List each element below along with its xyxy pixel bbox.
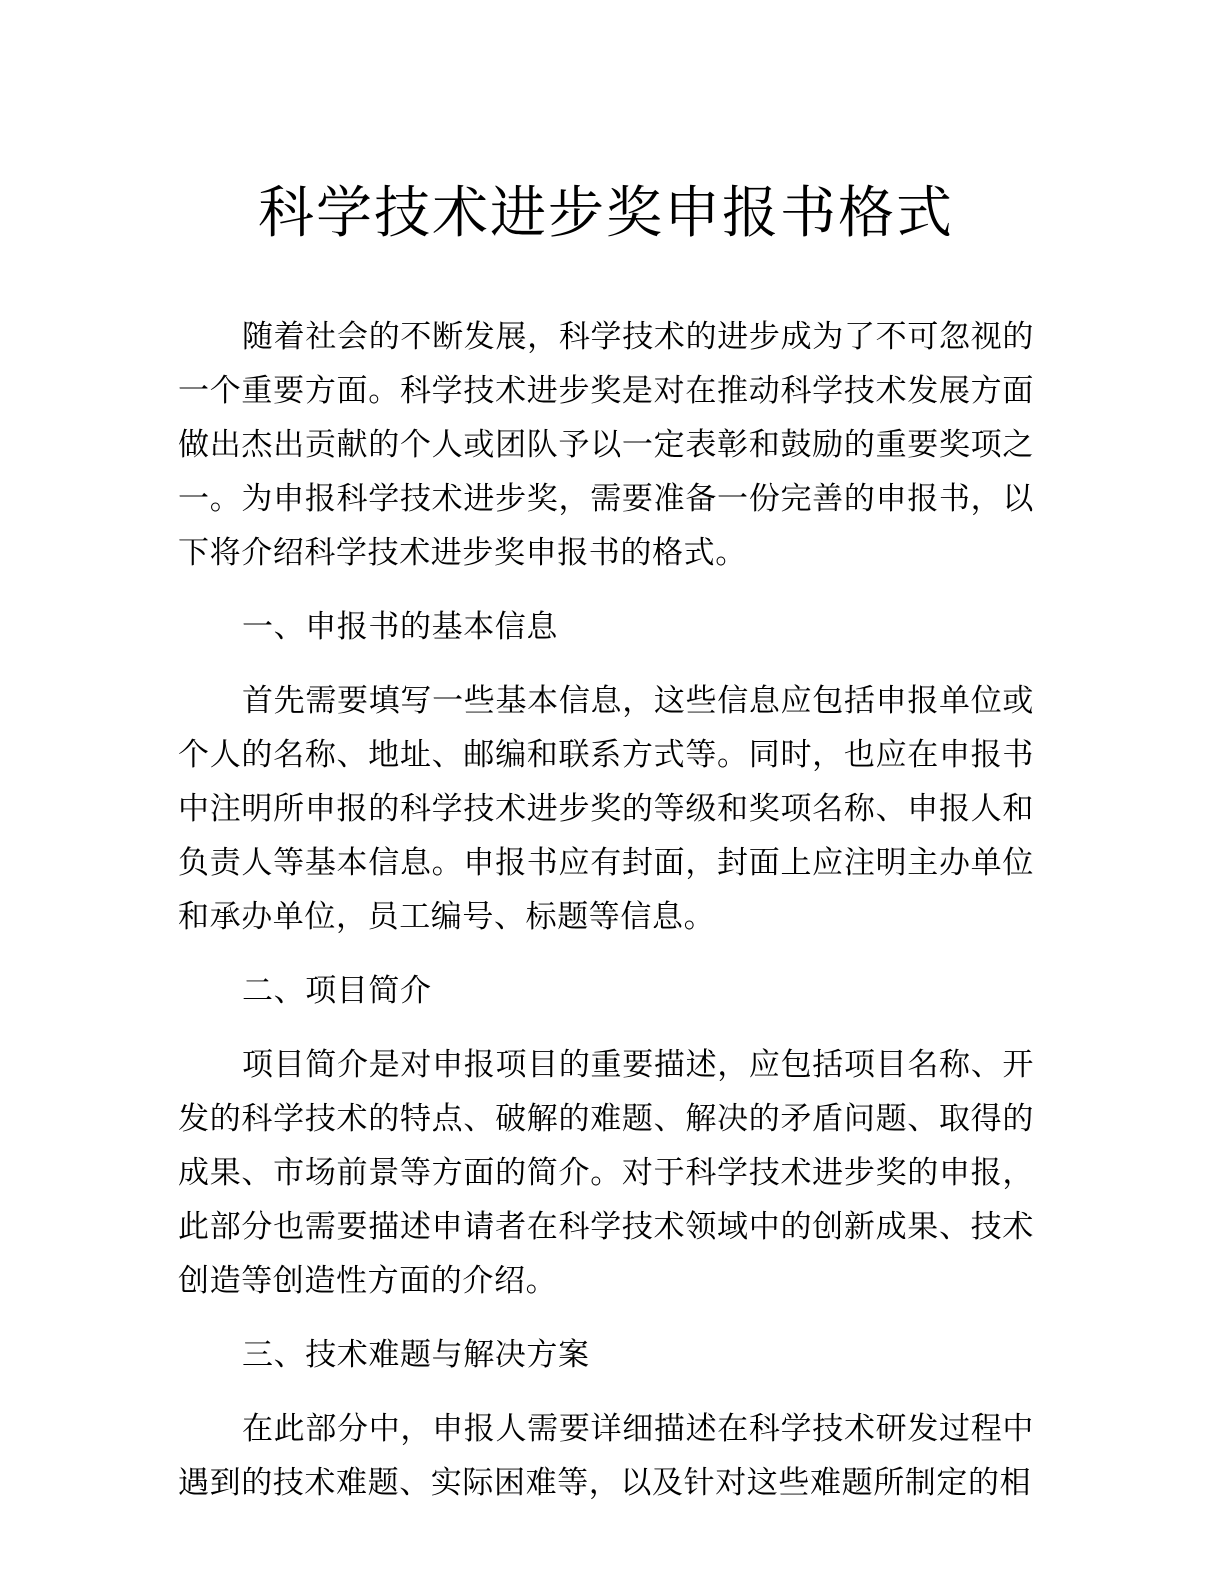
section-heading: 一、申报书的基本信息 xyxy=(242,609,558,645)
document-body xyxy=(178,310,1034,1510)
section-heading: 三、技术难题与解决方案 xyxy=(242,1337,590,1373)
section-paragraph: 首先需要填写一些基本信息，这些信息应包括申报单位或个人的名称、地址、邮编和联系方式等。同时，也应在申报书中注明所申报的科学技术进步奖的等级和奖项名称、申报人和负责人等基本信息。申报书应有封面，封面上应注明主办单位和承办单位，员工编号、标题等信息。 xyxy=(178,683,1034,935)
section-project-summary xyxy=(178,964,1034,1308)
document-page xyxy=(178,178,1034,1530)
section-technical-problems xyxy=(178,1328,1034,1510)
intro-paragraph: 随着社会的不断发展，科学技术的进步成为了不可忽视的一个重要方面。科学技术进步奖是对在推动科学技术发展方面做出杰出贡献的个人或团队予以一定表彰和鼓励的重要奖项之一。为申报科学技术进步奖，需要准备一份完善的申报书，以下将介绍科学技术进步奖申报书的格式。 xyxy=(178,319,1034,571)
section-paragraph: 项目简介是对申报项目的重要描述，应包括项目名称、开发的科学技术的特点、破解的难题、解决的矛盾问题、取得的成果、市场前景等方面的简介。对于科学技术进步奖的申报，此部分也需要描述申请者在科学技术领域中的创新成果、技术创造等创造性方面的介绍。 xyxy=(178,1047,1034,1299)
section-heading: 二、项目简介 xyxy=(242,973,432,1009)
section-basic-info xyxy=(178,600,1034,944)
document-title: 科学技术进步奖申报书格式 xyxy=(258,181,954,246)
section-paragraph: 在此部分中，申报人需要详细描述在科学技术研发过程中遇到的技术难题、实际困难等，以及针对这些难题所制定的相 xyxy=(178,1411,1034,1501)
